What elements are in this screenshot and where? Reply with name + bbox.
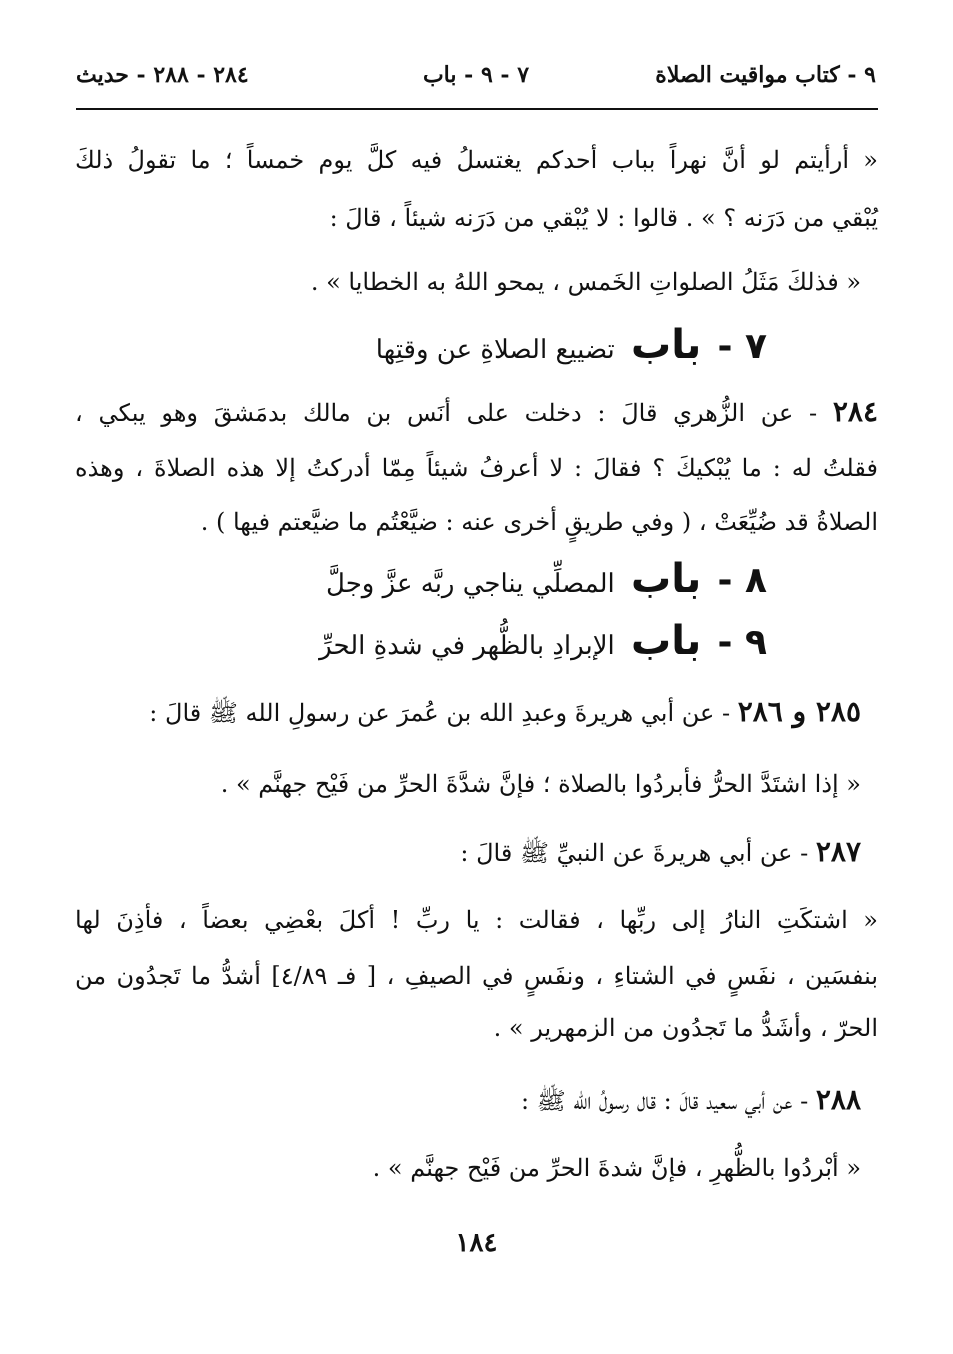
header-divider	[76, 108, 878, 110]
text-line: « أرأيتم لو أنَّ نهراً بباب أحدكم يغتسلُ فيه كلَّ يوم خمساً ؛ ما تقولُ ذلكَ	[75, 146, 878, 174]
chapter-title: المصلِّي يناجي ربَّه عزَّ وجلَّ	[326, 569, 615, 599]
hadith-line: الصلاةُ قد ضُيِّعَتْ ، ( وفي طريقٍ أخرى عنه : ضيَّعْتُم ما ضيَّعتم فيها ) .	[200, 508, 878, 536]
hadith-line: « أبْردُوا بالظُّهرِ ، فإنَّ شدةَ الحرِّ من فَيْح جهنَّم » .	[372, 1154, 861, 1182]
hadith-number: ٢٨٨	[815, 1083, 861, 1116]
hadith-text: - عن الزُّهري قالَ : دخلت على أنَس بن مالك بدمَشقَ وهو يبكي ،	[75, 399, 818, 427]
hadith-text: - عن أبي هريرةَ وعبدِ الله بن عُمرَ عن رسولِ الله ﷺ قالَ :	[149, 699, 731, 727]
hadith-line	[75, 832, 861, 873]
hadith-line	[75, 692, 861, 733]
hadith-line	[75, 1080, 861, 1121]
chapter-title: الإبرادِ بالظُّهر في شدةِ الحرِّ	[319, 631, 615, 661]
chapter-number: ٧ -	[717, 326, 767, 367]
chapter-title: تضييع الصلاةِ عن وقتِها	[375, 335, 615, 365]
chapter-word: باب	[631, 322, 702, 368]
chapter-heading-7	[376, 322, 767, 368]
hadith-line	[75, 392, 878, 433]
chapter-heading-8	[326, 556, 767, 602]
chapter-word: باب	[631, 618, 702, 664]
hadith-line: بنفسَين ، نفَسٍ في الشتاءِ ، ونفَسٍ في الصيفِ ، [ فـ ٤/٨٩] أشدُّ ما تَجدُون من	[75, 962, 879, 990]
chapter-word: باب	[631, 556, 702, 602]
hadith-line: « إذا اشتَدَّ الحرُّ فأبردُوا بالصلاة ؛ فإنَّ شدَّةَ الحرِّ من فَيْح جهنَّم » .	[220, 770, 861, 798]
hadith-number: ٢٨٤	[832, 395, 878, 428]
text-line: « فذلكَ مَثَلُ الصلواتِ الخَمس ، يمحو اللهُ به الخطايا » .	[310, 268, 861, 296]
hadith-text: - عن أبي هريرةَ عن النبيِّ ﷺ قالَ :	[460, 839, 809, 867]
page-number: ١٨٤	[455, 1228, 498, 1258]
hadith-number: ٢٨٧	[815, 835, 861, 868]
header-hadith-range: ٢٨٤ - ٢٨٨ - حديث	[76, 62, 249, 88]
running-header	[76, 62, 876, 98]
text-line: يُبْقي من دَرَنه ؟ » . قالوا : لا يُبْقي من دَرَنه شيئاً ، قالَ :	[329, 204, 878, 232]
chapter-number: ٨ -	[717, 560, 767, 601]
hadith-line: فقلتُ له : ما يُبْكيكَ ؟ فقالَ : لا أعرفُ شيئاً مِمّا أدركتُ إلا هذه الصلاةَ ، وهذه	[75, 454, 878, 482]
chapter-heading-9	[319, 618, 767, 664]
hadith-text: - عن أبي سعيد قالَ : قال رسولُ الله ﷺ :	[520, 1087, 809, 1115]
hadith-number: ٢٨٥ و ٢٨٦	[737, 695, 861, 728]
header-book-title: ٩ - كتاب مواقيت الصلاة	[655, 62, 876, 88]
header-chapter-range: ٧ - ٩ - باب	[422, 62, 530, 88]
hadith-line: « اشتكَتِ النارُ إلى ربِّها ، فقالت : يا ربِّ ! أكلَ بعْضِي بعضاً ، فأذِنَ لها	[75, 906, 878, 934]
hadith-line: الحرّ ، وأشَدُّ ما تَجدُون من الزمهرير » .	[493, 1014, 878, 1042]
chapter-number: ٩ -	[717, 622, 767, 663]
